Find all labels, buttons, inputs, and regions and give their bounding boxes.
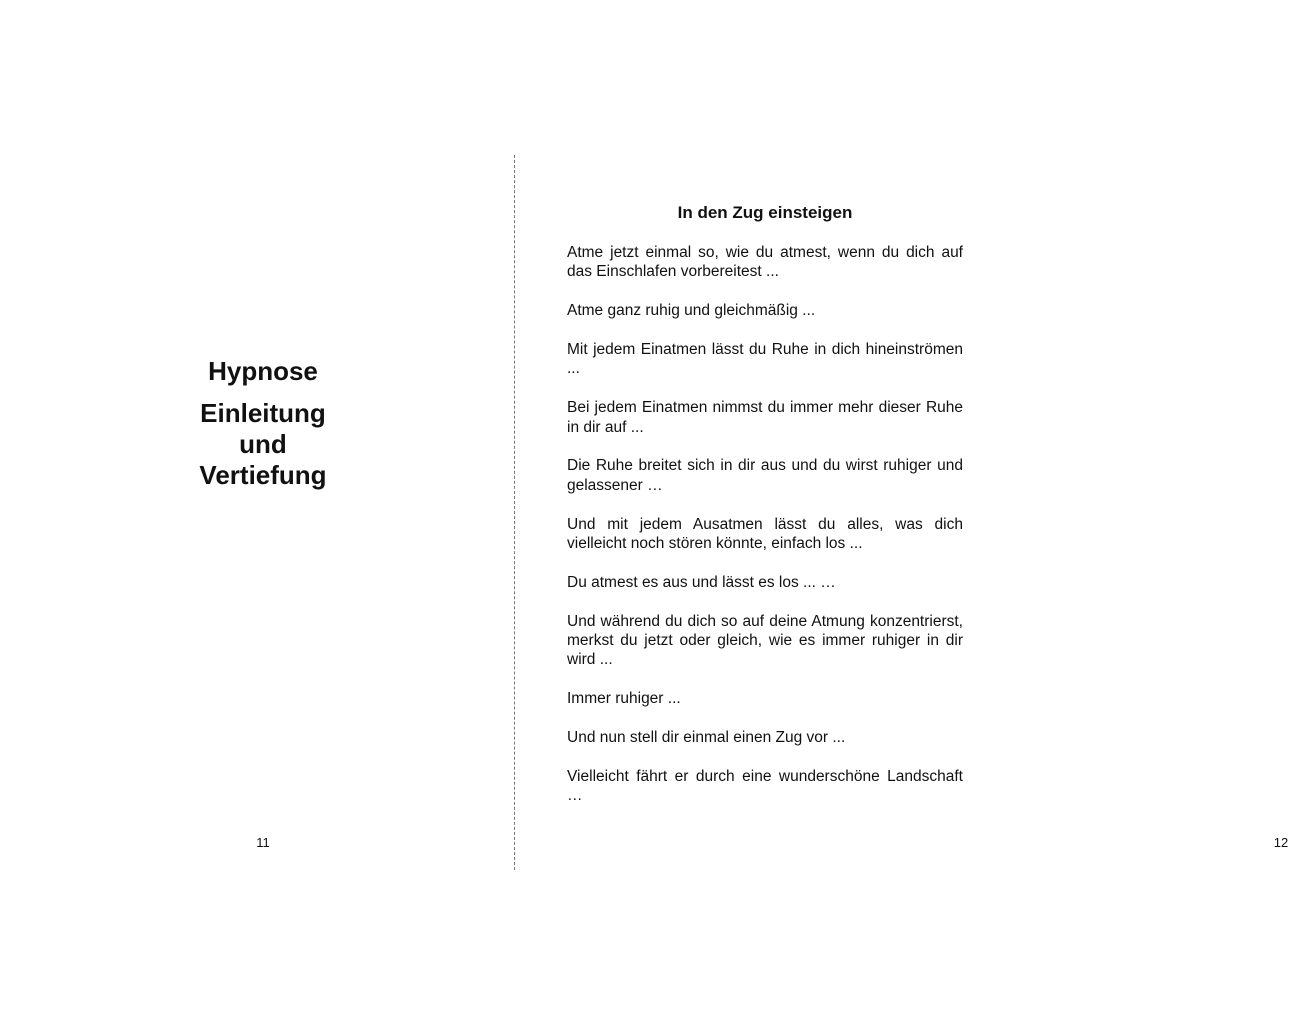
paragraph: Und nun stell dir einmal einen Zug vor ... (567, 729, 846, 747)
page-number-left: 11 (256, 835, 270, 850)
body-text (567, 243, 963, 825)
paragraph: Vielleicht fährt er durch eine wunderschöne Landschaft … (567, 767, 963, 805)
paragraph: Mit jedem Einatmen lässt du Ruhe in dich hineinströmen ... (567, 341, 963, 378)
paragraph: Und mit jedem Ausatmen lässt du alles, was dich vielleicht noch stören könnte, einfach los ... (567, 515, 963, 553)
paragraph: Immer ruhiger ... (567, 690, 681, 708)
chapter-heading: In den Zug einsteigen (677, 203, 853, 222)
paragraph: Und während du dich so auf deine Atmung konzentrierst, merkst du jetzt oder gleich, wie es immer ruhiger in dir wird ... (567, 612, 963, 669)
paragraph: Bei jedem Einatmen nimmst du immer mehr dieser Ruhe in dir auf ... (567, 399, 963, 436)
book-title: Hypnose (208, 356, 318, 386)
paragraph: Die Ruhe breitet sich in dir aus und du wirst ruhiger und gelassener … (567, 457, 963, 494)
paragraph: Du atmest es aus und lässt es los ... … (567, 573, 836, 591)
left-page (0, 0, 514, 1024)
title-block (163, 356, 363, 491)
page-number-right: 12 (1273, 835, 1289, 850)
book-subtitle: Einleitung und Vertiefung (199, 398, 327, 490)
paragraph: Atme ganz ruhig und gleichmäßig ... (567, 302, 816, 320)
right-page (515, 0, 1289, 1024)
paragraph: Atme jetzt einmal so, wie du atmest, wenn du dich auf das Einschlafen vorbereitest ... (567, 244, 963, 281)
